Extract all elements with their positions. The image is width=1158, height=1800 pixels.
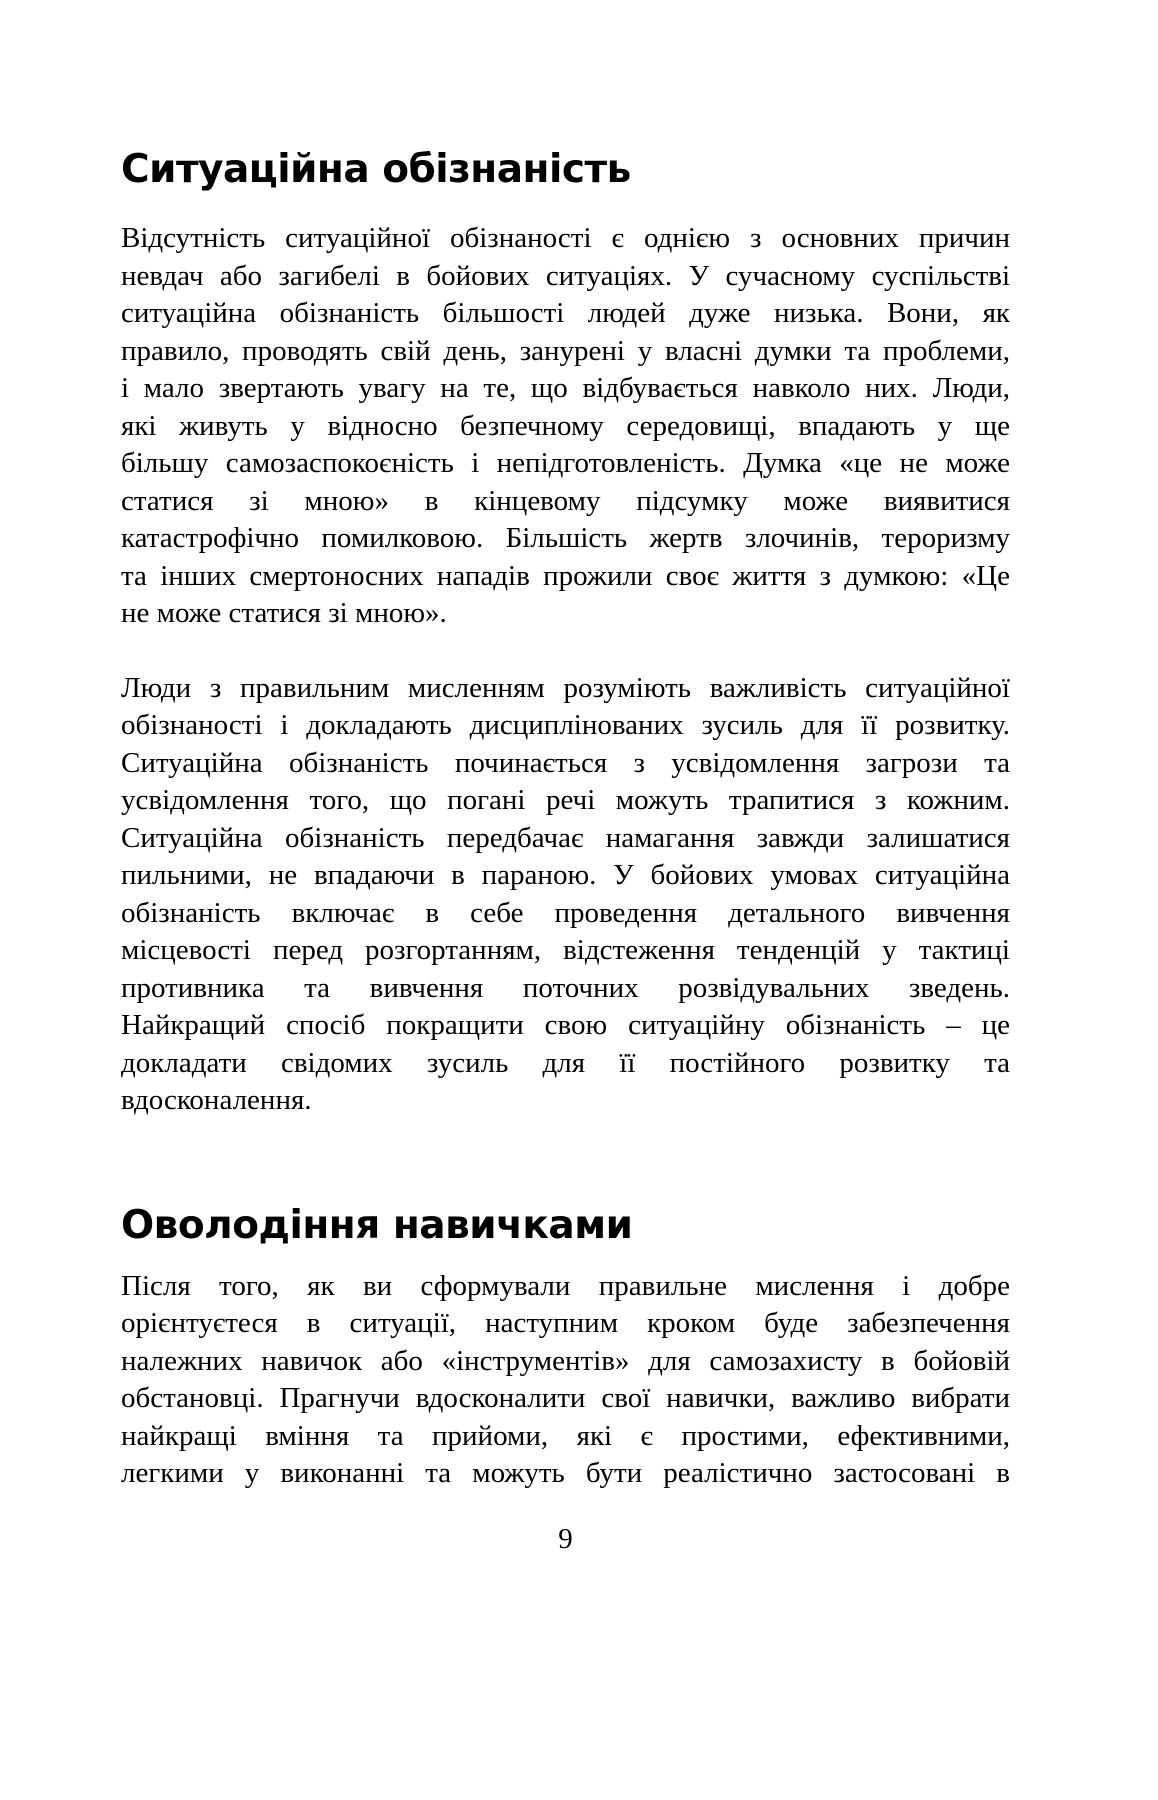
- text-line: Люди з правильним мисленням розуміють важливість ситуаційної: [121, 671, 1010, 704]
- text-line: вдосконалення.: [121, 1084, 312, 1116]
- text-line: не може статися зі мною».: [121, 597, 447, 629]
- text-line: легкими у виконанні та можуть бути реалістично застосовані в: [121, 1457, 1010, 1489]
- text-line: які живуть у відносно безпечному середовищі, впадають у ще: [121, 409, 1010, 442]
- paragraph-situational-awareness-1: [121, 220, 1010, 633]
- text-line: орієнтуєтеся в ситуації, наступним кроком буде забезпечення: [121, 1307, 1010, 1339]
- text-line: статися зі мною» в кінцевому підсумку може виявитися: [121, 484, 1010, 517]
- text-line: ситуаційна обізнаність більшості людей дуже низька. Вони, як: [121, 297, 1010, 329]
- text-line: пильними, не впадаючи в параною. У бойових умовах ситуаційна: [121, 859, 1010, 891]
- text-line: правило, проводять свій день, занурені у власні думки та проблеми,: [121, 334, 1010, 367]
- text-line: обізнаності і докладають дисциплінованих зусиль для її розвитку.: [121, 709, 1010, 741]
- text-line: катастрофічно помилковою. Більшість жертв злочинів, тероризму: [121, 522, 1010, 554]
- text-line: належних навичок або «інструментів» для самозахисту в бойовій: [121, 1344, 1010, 1377]
- text-line: Відсутність ситуаційної обізнаності є однією з основних причин: [121, 222, 1010, 254]
- text-line: докладати свідомих зусиль для її постійного розвитку та: [121, 1046, 1010, 1079]
- text-line: найкращі вміння та прийоми, які є простими, ефективними,: [121, 1419, 1010, 1452]
- text-line: і мало звертають увагу на те, що відбувається навколо них. Люди,: [121, 372, 1010, 404]
- text-line: Найкращий спосіб покращити свою ситуаційну обізнаність – це: [121, 1009, 1010, 1041]
- document-page: [121, 146, 1010, 1558]
- text-line: Ситуаційна обізнаність передбачає намагання завжди залишатися: [121, 821, 1010, 854]
- text-line: місцевості перед розгортанням, відстеження тенденцій у тактиці: [121, 934, 1010, 966]
- heading-situational-awareness: Ситуаційна обізнаність: [121, 147, 631, 192]
- text-line: Після того, як ви сформували правильне мислення і добре: [121, 1269, 1010, 1302]
- page-number: 9: [558, 1522, 573, 1555]
- text-line: та інших смертоносних нападів прожили своє життя з думкою: «Це: [121, 559, 1010, 592]
- text-line: обстановці. Прагнучи вдосконалити свої навички, важливо вибрати: [121, 1382, 1010, 1414]
- heading-skill-mastery: Оволодіння навичками: [121, 1202, 633, 1248]
- text-line: більшу самозаспокоєність і непідготовленість. Думка «це не може: [121, 447, 1010, 479]
- text-line: усвідомлення того, що погані речі можуть трапитися з кожним.: [121, 784, 1010, 816]
- text-line: обізнаність включає в себе проведення детального вивчення: [121, 896, 1010, 929]
- paragraph-skill-mastery-1: [121, 1268, 1010, 1493]
- text-line: Ситуаційна обізнаність починається з усвідомлення загрози та: [121, 746, 1010, 779]
- text-line: невдач або загибелі в бойових ситуаціях. У сучасному суспільстві: [121, 259, 1010, 292]
- text-line: противника та вивчення поточних розвідувальних зведень.: [121, 971, 1010, 1004]
- paragraph-situational-awareness-2: [121, 670, 1010, 1120]
